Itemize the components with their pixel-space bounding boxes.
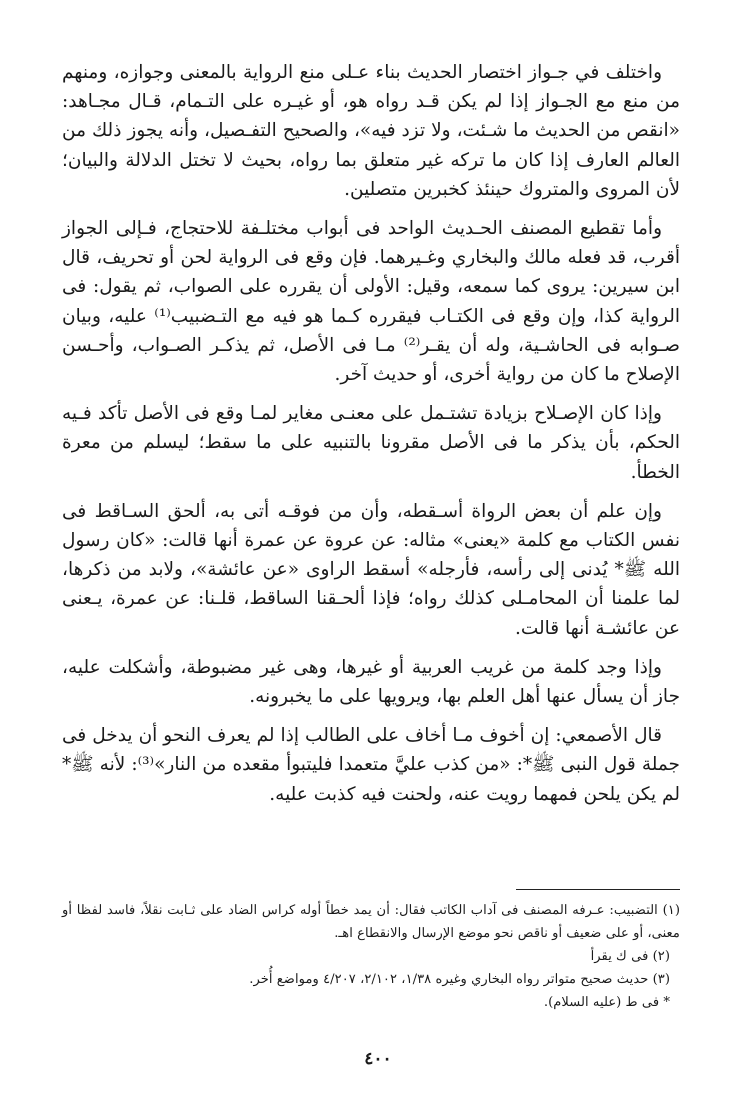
footnote-divider xyxy=(516,889,680,890)
paragraph-1: واختلف في جـواز اختصار الحديث بناء عـلى منع الرواية بالمعنى وجوازه، ومنهم من منع مع الجـواز إذا لم يكن قـد رواه هو، أو غيـره على التـمام، قـال مجـاهد: «انقص من الحديث ما شـئت، ولا تزد فيه»، والصحيح التفـصيل، وأنه يجوز ذلك من العالم العارف إذا كان ما تركه غير متعلق بما رواه، بحيث لا تختل الدلالة والبيان؛ لأن المروى والمتروك حينئذ كخبرين متصلين. xyxy=(62,62,680,200)
footnote-1: (١) التضبيب: عـرفه المصنف فى آداب الكاتب فقال: أن يمد خطاً أوله كراس الضاد على ثـابت نقلاً، فاسد لفظا أو معنى، أو على ضعيف أو ناقص نحو موضع الإرسال والانقطاع اهـ. xyxy=(62,903,680,941)
footnotes xyxy=(62,899,680,1014)
paragraph-6: قال الأصمعي: إن أخوف مـا أخاف على الطالب إذا لم يعرف النحو أن يدخل فى جملة قول النبى ﷺ*: «من كذب عليَّ متعمدا فليتبوأ مقعده من النار»⁽³⁾: لأنه ﷺ* لم يكن يلحن فمهما رويت عنه، ولحنت فيه كذبت عليه. xyxy=(62,725,680,805)
paragraph-3: وإذا كان الإصـلاح بزيادة تشتـمل على معنـى مغاير لمـا وقع فى الأصل تأكد فـيه الحكم، بأن يذكر ما فى الأصل مقرونا بالتنبيه على ما سقط؛ ليسلم من معرة الخطأ. xyxy=(62,403,680,483)
paragraph-2: وأما تقطيع المصنف الحـديث الواحد فى أبواب مختلـفة للاحتجاج، فـإلى الجواز أقرب، قد فعله مالك والبخاري وغـيرهما. فإن وقع فى الرواية لحن أو تحريف، قال ابن سيرين: يروى كما سمعه، وقيل: الأولى أن يقرره على الصواب، ثم يقول: فى الرواية كذا، وإن وقع فى الكتـاب فيقرره كـما هو فيه مع التـضبيب⁽¹⁾ عليه، وبيان صـوابه فى الحاشـية، وله أن يقـر⁽²⁾ مـا فى الأصل، ثم يذكـر الصـواب، وأحـسن الإصلاح ما كان من رواية أخرى، أو حديث آخر. xyxy=(62,218,681,386)
paragraph-4: وإن علم أن بعض الرواة أسـقطه، وأن من فوقـه أتى به، ألحق السـاقط فى نفس الكتاب مع كلمة «يعنى» مثاله: عن عروة عن عمرة أنها قالت: «كان رسول الله ﷺ* يُدنى إلى رأسه، فأرجله» أسقط الراوى «عن عائشة»، ولابد من ذكرها، لما علمنا أن المحامـلى كذلك رواه؛ فإذا ألحـقنا الساقط، قلـنا: عن عمرة، يـعنى عن عائشـة أنها قالت. xyxy=(62,500,680,639)
footnote-3: (٣) حديث صحيح متواتر رواه البخاري وغيره ١/٣٨، ٢/١٠٢، ٤/٢٠٧ ومواضع أُخر. xyxy=(249,972,670,987)
main-text xyxy=(62,58,680,819)
footnote-2: (٢) فى ك يقرأ xyxy=(590,949,670,964)
paragraph-5: وإذا وجد كلمة من غريب العربية أو غيرها، وهى غير مضبوطة، وأشكلت عليه، جاز أن يسأل عنها أهل العلم بها، ويرويها على ما يخبرونه. xyxy=(62,656,680,708)
footnote-4: * فى ط (عليه السلام). xyxy=(543,995,670,1010)
page-number: ٤٠٠ xyxy=(364,1049,392,1069)
